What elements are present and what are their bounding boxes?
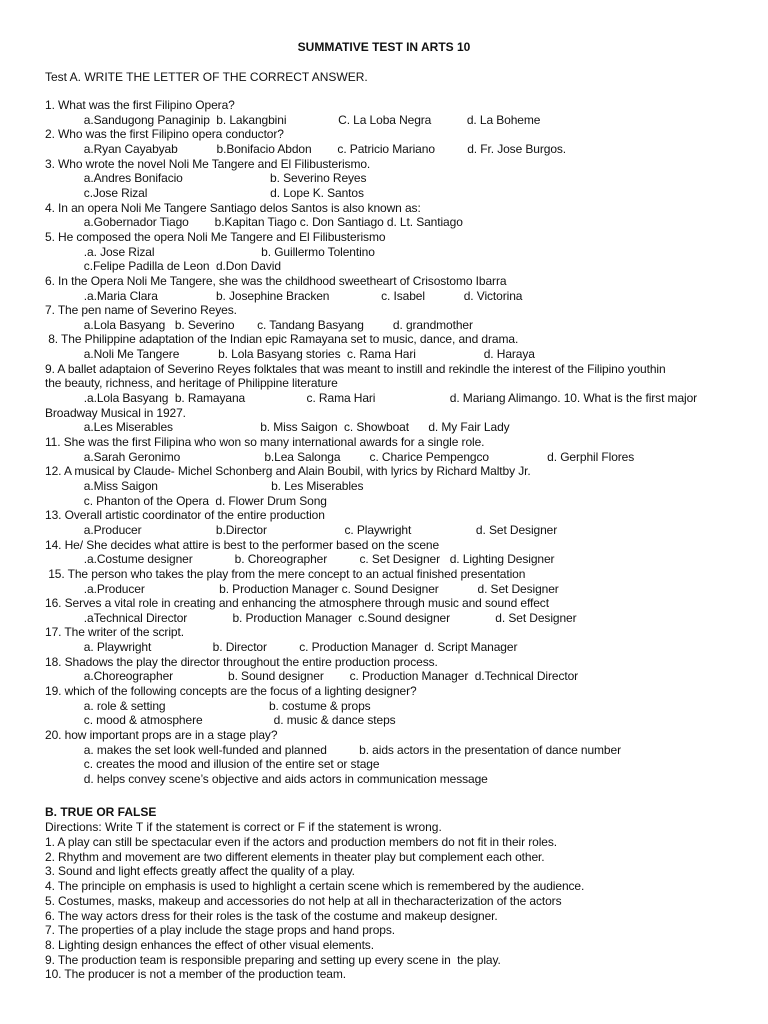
question-line: .a.Maria Clara b. Josephine Bracken c. Isabel d. Victorina <box>45 288 523 303</box>
question-line: a.Choreographer b. Sound designer c. Production Manager d.Technical Director <box>45 669 579 684</box>
question-line: Broadway Musical in 1927. <box>45 405 186 420</box>
true-false-item: 6. The way actors dress for their roles is the task of the costume and makeup designer. <box>45 908 498 923</box>
question-line: 1. What was the first Filipino Opera? <box>45 98 235 112</box>
question-line: a.Sarah Geronimo b.Lea Salonga c. Charice Pempengco d. Gerphil Flores <box>45 449 635 464</box>
question-line: 5. He composed the opera Noli Me Tangere and El Filibusterismo <box>45 229 386 244</box>
true-false-item: 9. The production team is responsible preparing and setting up every scene in the play. <box>45 952 501 967</box>
question-line: 17. The writer of the script. <box>45 625 184 640</box>
question-line: a.Andres Bonifacio b. Severino Reyes <box>45 171 367 186</box>
question-line: c. creates the mood and illusion of the entire set or stage <box>45 757 380 772</box>
true-false-item: 7. The properties of a play include the stage props and hand props. <box>45 923 395 938</box>
question-line: 14. He/ She decides what attire is best to the performer based on the scene <box>45 537 440 552</box>
section-b-heading: B. TRUE OR FALSE <box>45 805 157 819</box>
question-line: a. Playwright b. Director c. Production Manager d. Script Manager <box>45 640 518 655</box>
question-line: a.Ryan Cayabyab b.Bonifacio Abdon c. Patricio Mariano d. Fr. Jose Burgos. <box>45 141 567 156</box>
question-line: c. mood & atmosphere d. music & dance steps <box>45 713 396 728</box>
question-line: 16. Serves a vital role in creating and enhancing the atmosphere through music and sound effect <box>45 596 549 611</box>
question-line: 6. In the Opera Noli Me Tangere, she was the childhood sweetheart of Crisostomo Ibarra <box>45 273 507 288</box>
question-line: c.Felipe Padilla de Leon d.Don David <box>45 259 281 274</box>
question-line: 18. Shadows the play the director throughout the entire production process. <box>45 654 438 669</box>
question-line: .a. Jose Rizal b. Guillermo Tolentino <box>45 244 375 259</box>
question-line: .a.Lola Basyang b. Ramayana c. Rama Hari d. Mariang Alimango. 10. What is the first major <box>45 391 698 405</box>
true-false-item: 3. Sound and light effects greatly affect the quality of a play. <box>45 864 355 879</box>
question-line: a. makes the set look well-funded and planned b. aids actors in the presentation of dance number <box>45 742 621 757</box>
question-line: 2. Who was the first Filipino opera conductor? <box>45 127 284 142</box>
question-line: 13. Overall artistic coordinator of the entire production <box>45 508 325 523</box>
test-a-heading: Test A. WRITE THE LETTER OF THE CORRECT ANSWER. <box>45 70 368 84</box>
question-line: a.Noli Me Tangere b. Lola Basyang stories c. Rama Hari d. Haraya <box>45 347 535 362</box>
question-line: a.Les Miserables b. Miss Saigon c. Showboat d. My Fair Lady <box>45 420 510 435</box>
question-line: 11. She was the first Filipina who won so many international awards for a single role. <box>45 434 485 449</box>
true-false-item: 10. The producer is not a member of the production team. <box>45 967 347 982</box>
true-false-item: 1. A play can still be spectacular even if the actors and production members do not fit in their roles. <box>45 835 557 849</box>
question-line: a.Gobernador Tiago b.Kapitan Tiago c. Don Santiago d. Lt. Santiago <box>45 215 463 230</box>
section-b-directions: Directions: Write T if the statement is correct or F if the statement is wrong. <box>45 820 442 834</box>
page-title: SUMMATIVE TEST IN ARTS 10 <box>297 40 471 54</box>
question-line: .a.Costume designer b. Choreographer c. Set Designer d. Lighting Designer <box>45 552 555 567</box>
true-false-item: 2. Rhythm and movement are two different elements in theater play but complement each other. <box>45 849 545 864</box>
question-line: 8. The Philippine adaptation of the Indian epic Ramayana set to music, dance, and drama. <box>45 332 519 347</box>
question-line: 19. which of the following concepts are the focus of a lighting designer? <box>45 684 417 698</box>
question-line: 7. The pen name of Severino Reyes. <box>45 303 237 318</box>
question-line: a.Lola Basyang b. Severino c. Tandang Basyang d. grandmother <box>45 317 473 332</box>
question-line: .aTechnical Director b. Production Manager c.Sound designer d. Set Designer <box>45 610 577 625</box>
question-line: .a.Producer b. Production Manager c. Sound Designer d. Set Designer <box>45 581 559 596</box>
true-false-item: 4. The principle on emphasis is used to highlight a certain scene which is remembered by the audience. <box>45 879 585 894</box>
question-line: c.Jose Rizal d. Lope K. Santos <box>45 185 364 200</box>
question-line: a. role & setting b. costume & props <box>45 698 371 713</box>
question-line: c. Phanton of the Opera d. Flower Drum Song <box>45 493 327 508</box>
question-line: d. helps convey scene’s objective and aids actors in communication message <box>45 771 488 786</box>
question-line: the beauty, richness, and heritage of Philippine literature <box>45 376 338 391</box>
true-false-item: 5. Costumes, masks, makeup and accessories do not help at all in thecharacterization of the actors <box>45 893 562 908</box>
question-line: a.Producer b.Director c. Playwright d. Set Designer <box>45 522 558 537</box>
question-line: a.Miss Saigon b. Les Miserables <box>45 478 364 493</box>
question-line: 20. how important props are in a stage play? <box>45 728 278 742</box>
question-line: 15. The person who takes the play from the mere concept to an actual finished presentation <box>45 566 526 581</box>
question-line: 12. A musical by Claude- Michel Schonberg and Alain Boubil, with lyrics by Richard Maltby Jr. <box>45 464 531 479</box>
question-line: 4. In an opera Noli Me Tangere Santiago delos Santos is also known as: <box>45 200 421 215</box>
question-line: 9. A ballet adaptaion of Severino Reyes folktales that was meant to instill and rekindle the interest of the Filipino youthin <box>45 361 666 376</box>
question-line: a.Sandugong Panaginip b. Lakangbini C. La Loba Negra d. La Boheme <box>45 112 541 127</box>
true-false-item: 8. Lighting design enhances the effect of other visual elements. <box>45 937 374 952</box>
question-line: 3. Who wrote the novel Noli Me Tangere and El Filibusterismo. <box>45 156 371 171</box>
